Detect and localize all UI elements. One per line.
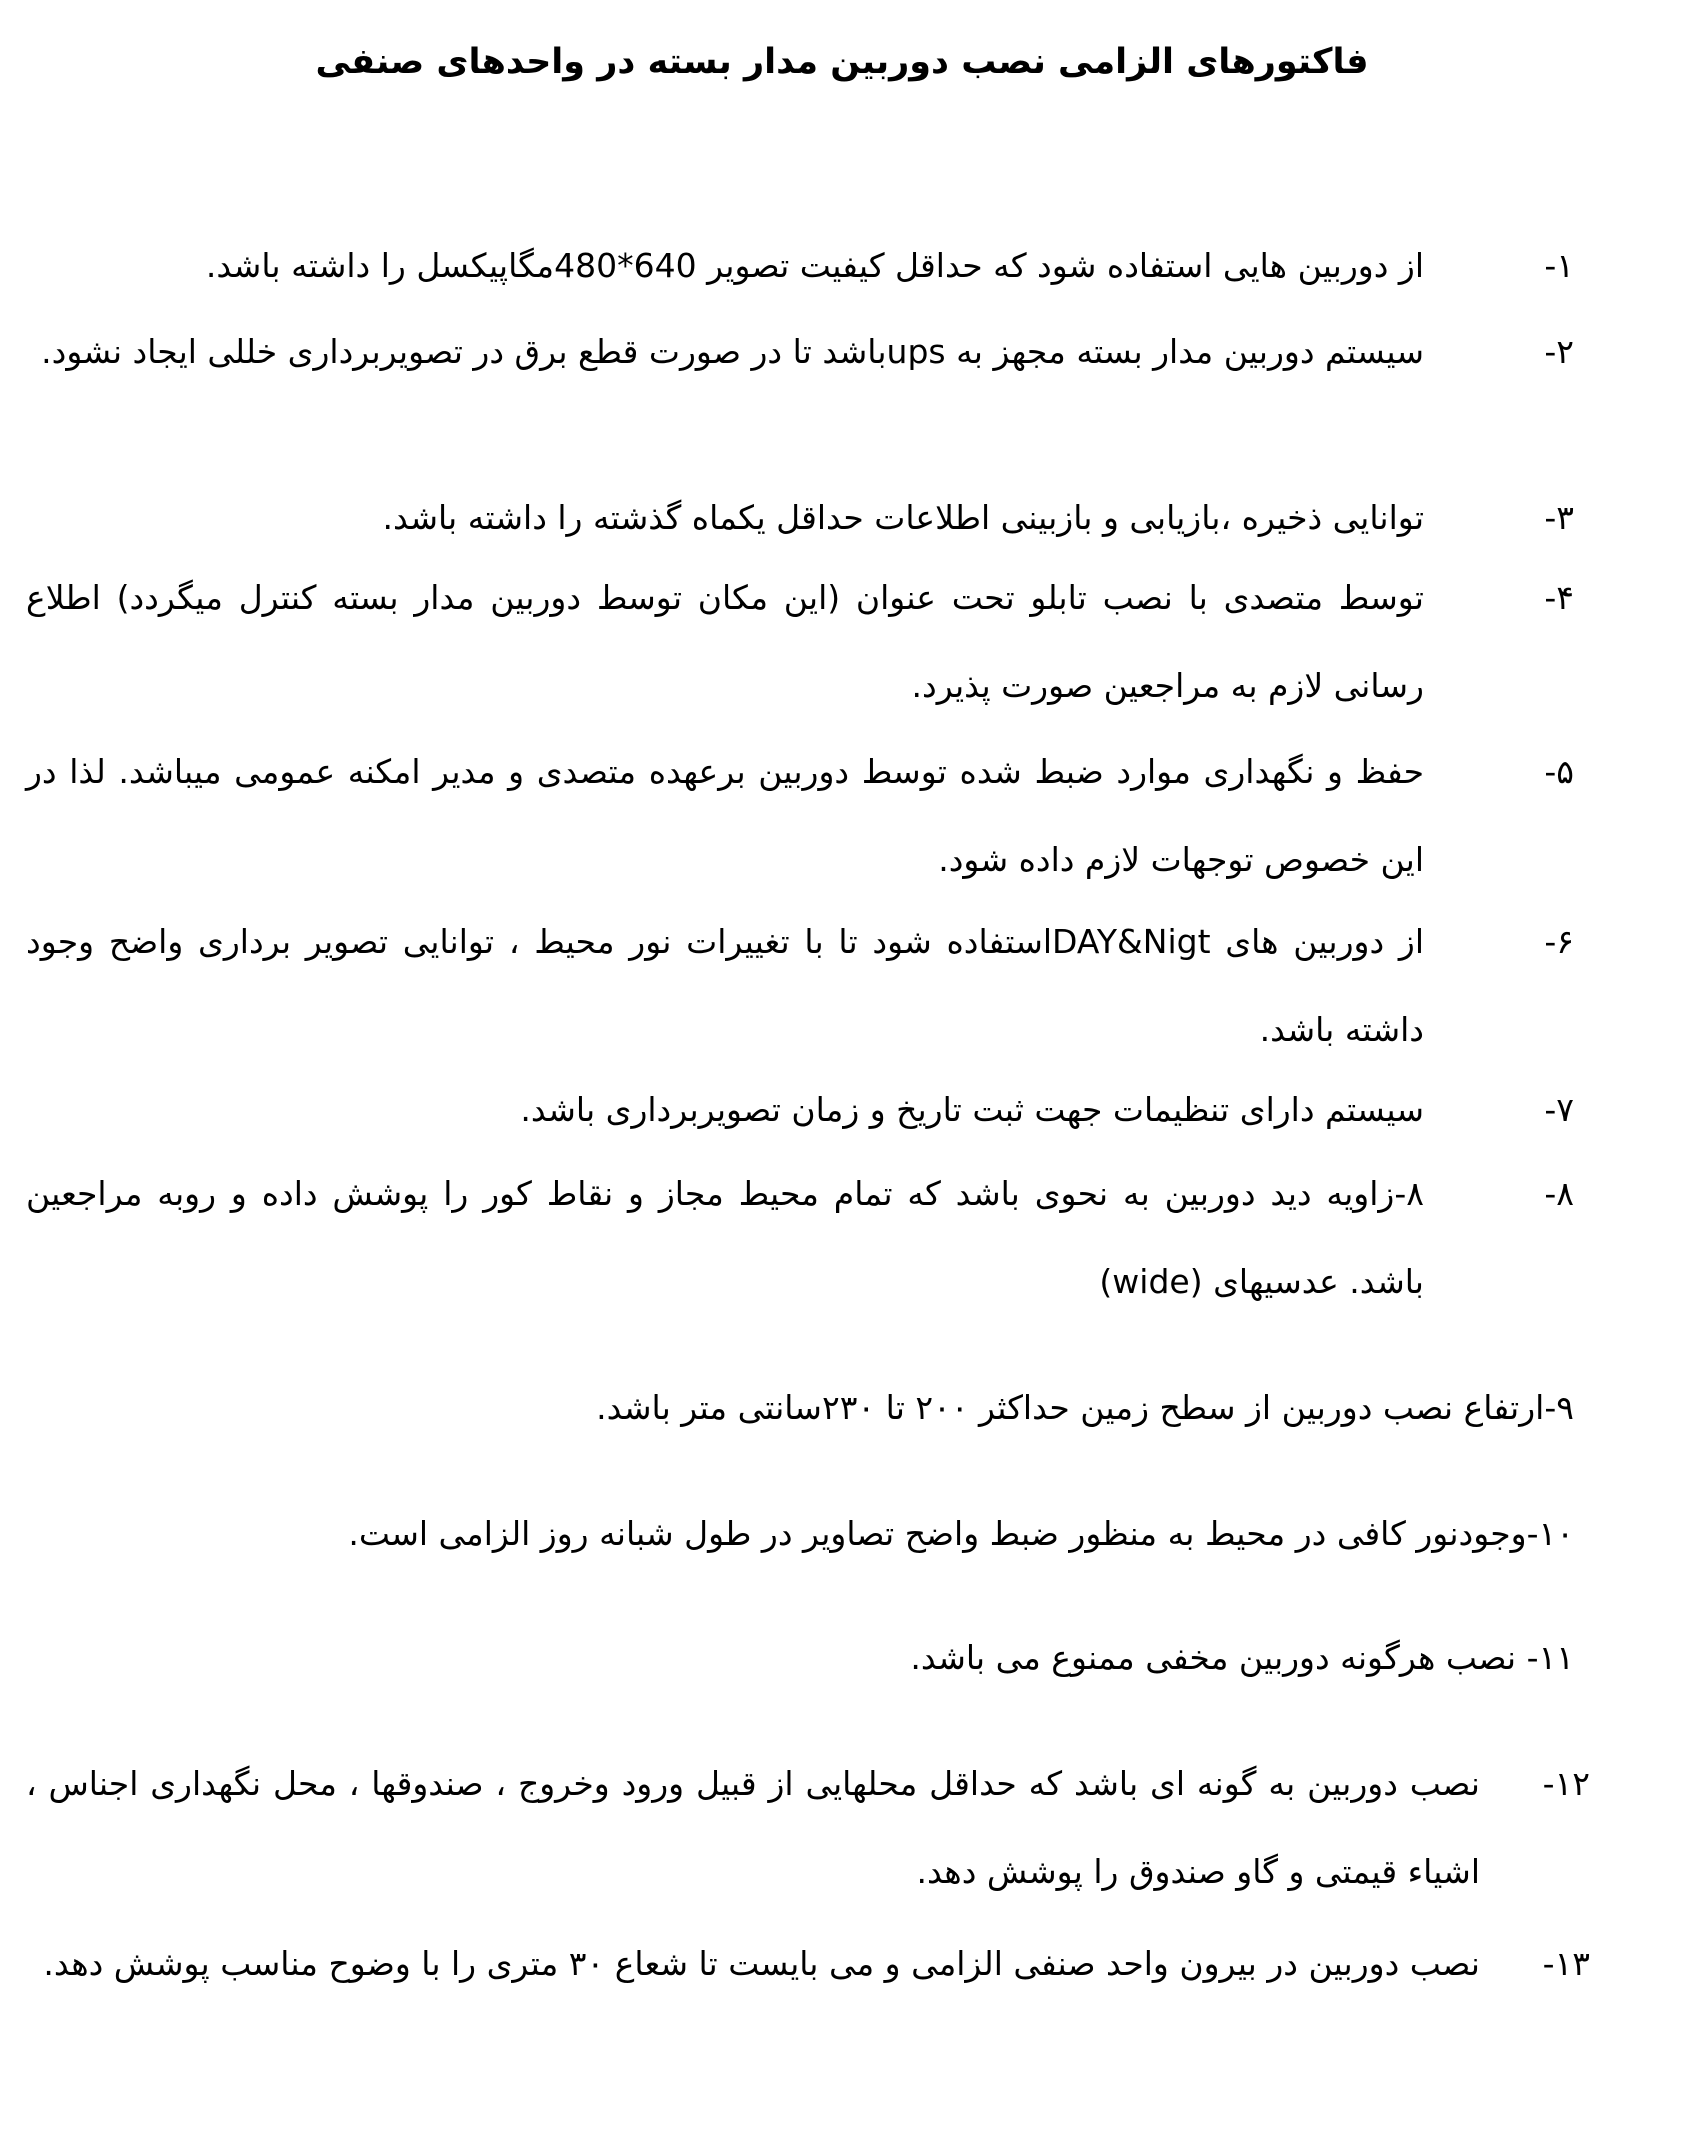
- list-item-5: [26, 728, 1574, 904]
- list-item-13: [26, 1920, 1590, 2008]
- list-item-number: ۵-: [1544, 752, 1574, 791]
- list-item-number: ۹-: [1544, 1388, 1574, 1427]
- list-item-number: ۱-: [1544, 246, 1574, 285]
- list-item-text: ارتفاع نصب دوربین از سطح زمین حداکثر ۲۰۰ تا ۲۳۰سانتی متر باشد.: [596, 1388, 1545, 1427]
- list-item-number: ۳-: [1544, 498, 1574, 537]
- list-item-number: ۴-: [1544, 578, 1574, 617]
- list-item-text: نصب هرگونه دوربین مخفی ممنوع می باشد.: [910, 1638, 1517, 1677]
- list-item-number: ۶-: [1544, 922, 1574, 961]
- list-item-number: ۷-: [1544, 1090, 1574, 1129]
- list-item-8: [26, 1150, 1574, 1326]
- list-item-7: [26, 1066, 1574, 1154]
- list-item-text: از دوربین های DAY&Nigtاستفاده شود تا با تغییرات نور محیط ، توانایی تصویر برداری واضح وجود داشته باشد.: [26, 922, 1424, 1049]
- list-item-6: [26, 898, 1574, 1074]
- list-item-2: [26, 308, 1574, 396]
- list-item-3: [26, 474, 1574, 562]
- list-item-text: سیستم دارای تنظیمات جهت ثبت تاریخ و زمان تصویربرداری باشد.: [520, 1090, 1424, 1129]
- list-item-text: توسط متصدی با نصب تابلو تحت عنوان (این مکان توسط دوربین مدار بسته کنترل میگردد) اطلاع رسانی لازم به مراجعین صورت پذیرد.: [26, 578, 1424, 705]
- list-item-text: از دوربین هایی استفاده شود که حداقل کیفیت تصویر 640*480مگاپیکسل را داشته باشد.: [205, 246, 1424, 285]
- list-item-text: سیستم دوربین مدار بسته مجهز به upsباشد تا در صورت قطع برق در تصویربرداری خللی ایجاد نشود.: [41, 332, 1424, 371]
- list-item-number: ۱۳-: [1542, 1944, 1590, 1983]
- list-item-12: [26, 1740, 1590, 1916]
- list-item-10: [26, 1490, 1574, 1578]
- list-item-text: نصب دوربین در بیرون واحد صنفی الزامی و می بایست تا شعاع ۳۰ متری را با وضوح مناسب پوشش دهد.: [43, 1944, 1480, 1983]
- list-item-9: [26, 1364, 1574, 1452]
- list-item-text: حفظ و نگهداری موارد ضبط شده توسط دوربین برعهده متصدی و مدیر امکنه عمومی میباشد. لذا در این خصوص توجهات لازم داده شود.: [26, 752, 1424, 879]
- list-item-text: نصب دوربین به گونه ای باشد که حداقل محلهایی از قبیل ورود وخروج ، صندوقها ، محل نگهداری اجناس ، اشیاء قیمتی و گاو صندوق را پوشش دهد.: [26, 1764, 1480, 1891]
- list-item-number: ۱۲-: [1542, 1764, 1590, 1803]
- list-item-text: وجودنور کافی در محیط به منظور ضبط واضح تصاویر در طول شبانه روز الزامی است.: [348, 1514, 1527, 1553]
- list-item-text: توانایی ذخیره ،بازیابی و بازبینی اطلاعات حداقل یکماه گذشته را داشته باشد.: [382, 498, 1424, 537]
- list-item-text: ۸-زاویه دید دوربین به نحوی باشد که تمام محیط مجاز و نقاط کور را پوشش داده و روبه مراجعین باشد. عدسیهای (wide): [26, 1174, 1424, 1301]
- list-item-1: [26, 222, 1574, 310]
- list-item-number: ۸-: [1544, 1174, 1574, 1213]
- list-item-number: ۱۰-: [1526, 1514, 1574, 1553]
- document-title: فاکتورهای الزامی نصب دوربین مدار بسته در واحدهای صنفی: [315, 42, 1369, 82]
- list-item-4: [26, 554, 1574, 730]
- list-item-11: [26, 1614, 1574, 1702]
- list-item-number: ۱۱-: [1526, 1638, 1574, 1677]
- list-item-number: ۲-: [1544, 332, 1574, 371]
